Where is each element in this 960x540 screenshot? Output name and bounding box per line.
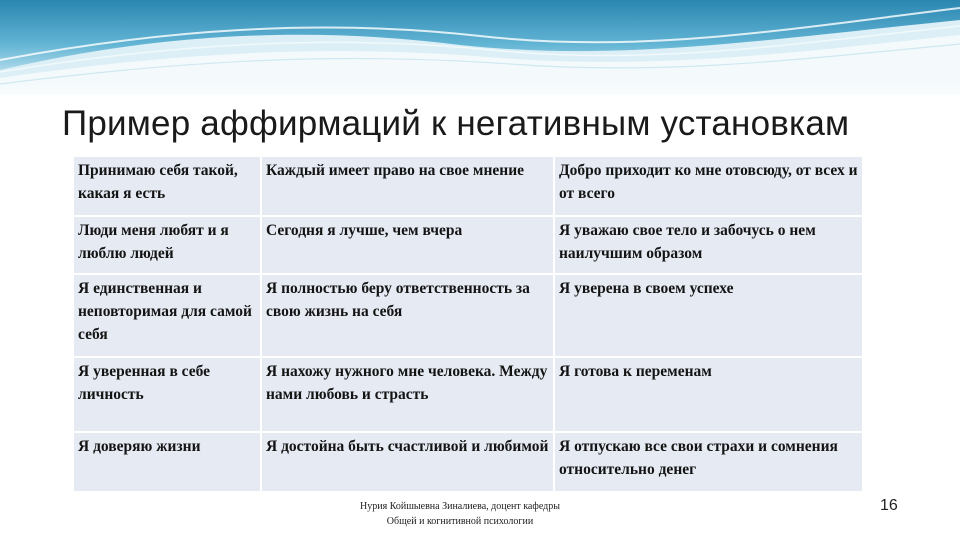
table-row bbox=[73, 432, 863, 492]
table-cell: Я готова к переменам bbox=[554, 357, 863, 432]
footer-author bbox=[320, 499, 600, 529]
slide-title: Пример аффирмаций к негативным установкам bbox=[62, 104, 850, 143]
page-number: 16 bbox=[880, 497, 898, 514]
table-cell: Я уважаю свое тело и забочусь о нем наилучшим образом bbox=[554, 216, 863, 274]
table-cell: Я уверена в своем успехе bbox=[554, 274, 863, 357]
table-cell: Я отпускаю все свои страхи и сомнения относительно денег bbox=[554, 432, 863, 492]
table-cell: Я единственная и неповторимая для самой себя bbox=[73, 274, 261, 357]
affirmations-table bbox=[72, 155, 864, 493]
table-cell: Я полностью беру ответственность за свою жизнь на себя bbox=[261, 274, 554, 357]
table-cell: Я нахожу нужного мне человека. Между нами любовь и страсть bbox=[261, 357, 554, 432]
footer-author-line2: Общей и когнитивной психологии bbox=[386, 516, 534, 527]
table-cell: Я достойна быть счастливой и любимой bbox=[261, 432, 554, 492]
table-cell: Каждый имеет право на свое мнение bbox=[261, 156, 554, 216]
table-cell: Принимаю себя такой, какая я есть bbox=[73, 156, 261, 216]
table-cell: Добро приходит ко мне отовсюду, от всех и от всего bbox=[554, 156, 863, 216]
table-cell: Люди меня любят и я люблю людей bbox=[73, 216, 261, 274]
table-row bbox=[73, 216, 863, 274]
table-cell: Сегодня я лучше, чем вчера bbox=[261, 216, 554, 274]
table-row bbox=[73, 156, 863, 216]
table-cell: Я уверенная в себе личность bbox=[73, 357, 261, 432]
table-cell: Я доверяю жизни bbox=[73, 432, 261, 492]
table-row bbox=[73, 274, 863, 357]
footer-author-line1: Нурия Койшыевна Зиналиева, доцент кафедры bbox=[360, 501, 560, 512]
table-row bbox=[73, 357, 863, 432]
